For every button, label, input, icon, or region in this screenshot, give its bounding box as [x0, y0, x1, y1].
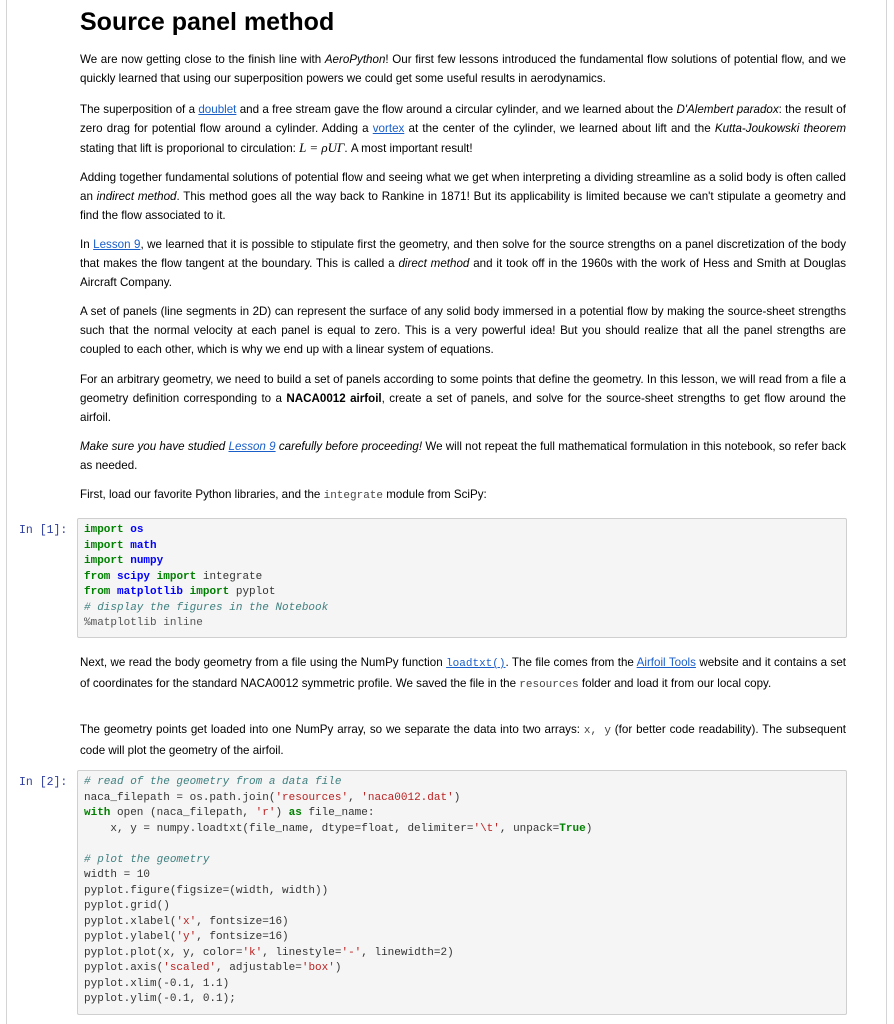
lesson9-link-2[interactable]: Lesson 9	[228, 440, 276, 453]
right-border	[886, 0, 887, 1024]
lesson9-link[interactable]: Lesson 9	[93, 238, 141, 251]
code-cell-2[interactable]: # read of the geometry from a data file naca_filepath = os.path.join('resources', 'naca0012.dat') with open (naca_filepath, 'r') as file_name: x, y = numpy.loadtxt(file_name, dtype=float, delimiter='\t', unpack=True) # plot the geometry width = 10 pyplot.figure(figsize=(width, width)) pyplot.grid() pyplot.xlabel('x', fontsize=16) pyplot.ylabel('y', fontsize=16) pyplot.plot(x, y, color='k', linestyle='-', linewidth=2) pyplot.axis('scaled', adjustable='box') pyplot.xlim(-0.1, 1.1) pyplot.ylim(-0.1, 0.1);	[77, 770, 847, 1015]
cell2-prompt: In [2]:	[19, 776, 68, 789]
paragraph-arbitrary-geometry: For an arbitrary geometry, we need to build a set of panels according to some points that define the geometry. In this lesson, we will read from a file a geometry definition corresponding to a NACA0012 airfoil, create a set of panels, and solve for the source-sheet strengths to get flow around the airfoil.	[80, 373, 846, 424]
paragraph-direct-method: In Lesson 9, we learned that it is possible to stipulate first the geometry, and then solve for the source strengths on a panel discretization of the body that makes the flow tangent at the boundary. This is called a direct method and it took off in the 1960s with the work of Hess and Smith at Douglas Aircraft Company.	[80, 238, 847, 289]
paragraph-load-libraries: First, load our favorite Python libraries, and the integrate module from SciPy:	[80, 488, 487, 502]
paragraph-prerequisite: Make sure you have studied Lesson 9 carefully before proceeding! We will not repeat the full mathematical formulation in this notebook, so refer back as needed.	[80, 440, 846, 472]
cell1-prompt: In [1]:	[19, 524, 68, 537]
paragraph-loadtxt: Next, we read the body geometry from a file using the NumPy function loadtxt(). The file comes from the Airfoil Tools website and it contains a set of coordinates for the standard NACA0012 symmetric profile. We saved the file in the resources folder and load it from our local copy.	[80, 656, 846, 691]
paragraph-panels: A set of panels (line segments in 2D) can represent the surface of any solid body immersed in a potential flow by making the source-sheet strengths such that the normal velocity at each panel is equal to zero. This is a very powerful idea! But you should realize that all the panel strengths are coupled to each other, which is why we end up with a linear system of equations.	[80, 305, 846, 356]
lift-formula: L = ρUΓ	[299, 140, 345, 155]
paragraph-intro: We are now getting close to the finish line with AeroPython! Our first few lessons introduced the fundamental flow solutions of potential flow, and we quickly learned that using our superposition powers we could get some useful results in aerodynamics.	[80, 53, 846, 85]
doublet-link[interactable]: doublet	[198, 103, 237, 116]
left-border	[6, 0, 7, 1024]
paragraph-split-arrays: The geometry points get loaded into one NumPy array, so we separate the data into two arrays: x, y (for better code readability). The subsequent code will plot the geometry of the airfoil.	[80, 723, 846, 757]
paragraph-superposition: The superposition of a doublet and a free stream gave the flow around a circular cylinder, and we learned about the D'Alembert paradox: the result of zero drag for potential flow around a cylinder. Adding a vortex at the center of the cylinder, we learned about lift and the Kutta-Joukowski theorem stating that lift is proporional to circulation: L = ρUΓ. A most important result!	[80, 103, 847, 155]
code-cell-1[interactable]: import os import math import numpy from scipy import integrate from matplotlib import pyplot # display the figures in the Notebook %matplotlib inline	[77, 518, 847, 638]
vortex-link[interactable]: vortex	[372, 122, 405, 135]
airfoil-tools-link[interactable]: Airfoil Tools	[636, 656, 696, 669]
paragraph-indirect-method: Adding together fundamental solutions of potential flow and seeing what we get when interpreting a dividing streamline as a solid body is often called an indirect method. This method goes all the way back to Rankine in 1871! But its applicability is limited because we can't stipulate a geometry and find the flow associated to it.	[80, 171, 846, 222]
page-title: Source panel method	[80, 8, 335, 36]
